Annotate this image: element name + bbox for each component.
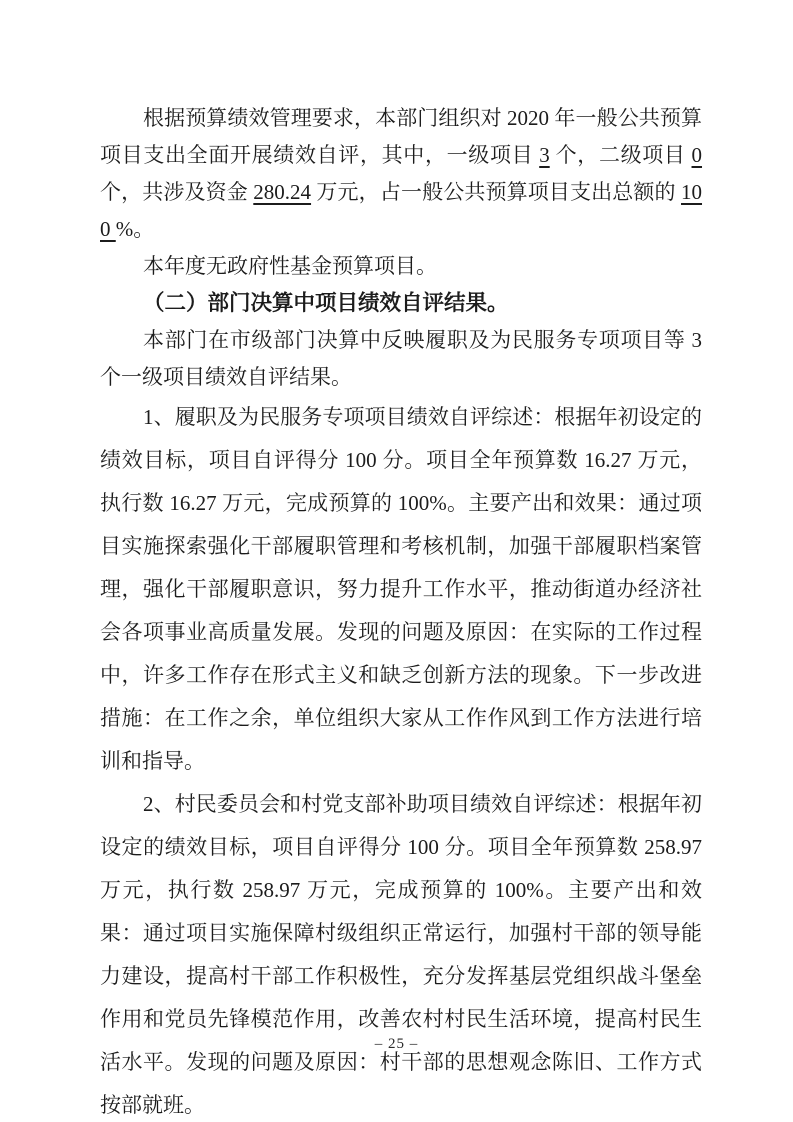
paragraph-dept-final-accounts: 本部门在市级部门决算中反映履职及为民服务专项项目等 3 个一级项目绩效自评结果。: [100, 328, 702, 389]
document-body: [100, 100, 702, 1122]
section-heading-project-self-eval-results: （二）部门决算中项目绩效自评结果。: [143, 291, 509, 315]
paragraph-budget-self-eval: 根据预算绩效管理要求，本部门组织对 2020 年一般公共预算项目支出全面开展绩效自评，其中，一级项目 3 个，二级项目 0 个，共涉及资金 280.24 万元，占一般公共预算项目支出总额的 100 %。: [100, 106, 703, 241]
paragraph-project-1-duty-service: 1、履职及为民服务专项项目绩效自评综述：根据年初设定的绩效目标，项目自评得分 100 分。项目全年预算数 16.27 万元，执行数 16.27 万元，完成预算的 100%。主要产出和效果：通过项目实施探索强化干部履职管理和考核机制，加强干部履职档案管理，强化干部履职意识，努力提升工作水平，推动街道办经济社会各项事业高质量发展。发现的问题及原因：在实际的工作过程中，许多工作存在形式主义和缺乏创新方法的现象。下一步改进措施：在工作之余，单位组织大家从工作作风到工作方法进行培训和指导。: [100, 405, 702, 773]
paragraph-project-2-village-subsidy: 2、村民委员会和村党支部补助项目绩效自评综述：根据年初设定的绩效目标，项目自评得分 100 分。项目全年预算数 258.97 万元，执行数 258.97 万元，完成预算的 100%。主要产出和效果：通过项目实施保障村级组织正常运行，加强村干部的领导能力建设，提高村干部工作积极性，充分发挥基层党组织战斗堡垒作用和党员先锋模范作用，改善农村村民生活环境，提高村民生活水平。发现的问题及原因：村干部的思想观念陈旧、工作方式按部就班。: [100, 792, 702, 1117]
page-number: – 25 –: [374, 1036, 419, 1052]
paragraph-no-gov-fund: 本年度无政府性基金预算项目。: [143, 254, 437, 278]
